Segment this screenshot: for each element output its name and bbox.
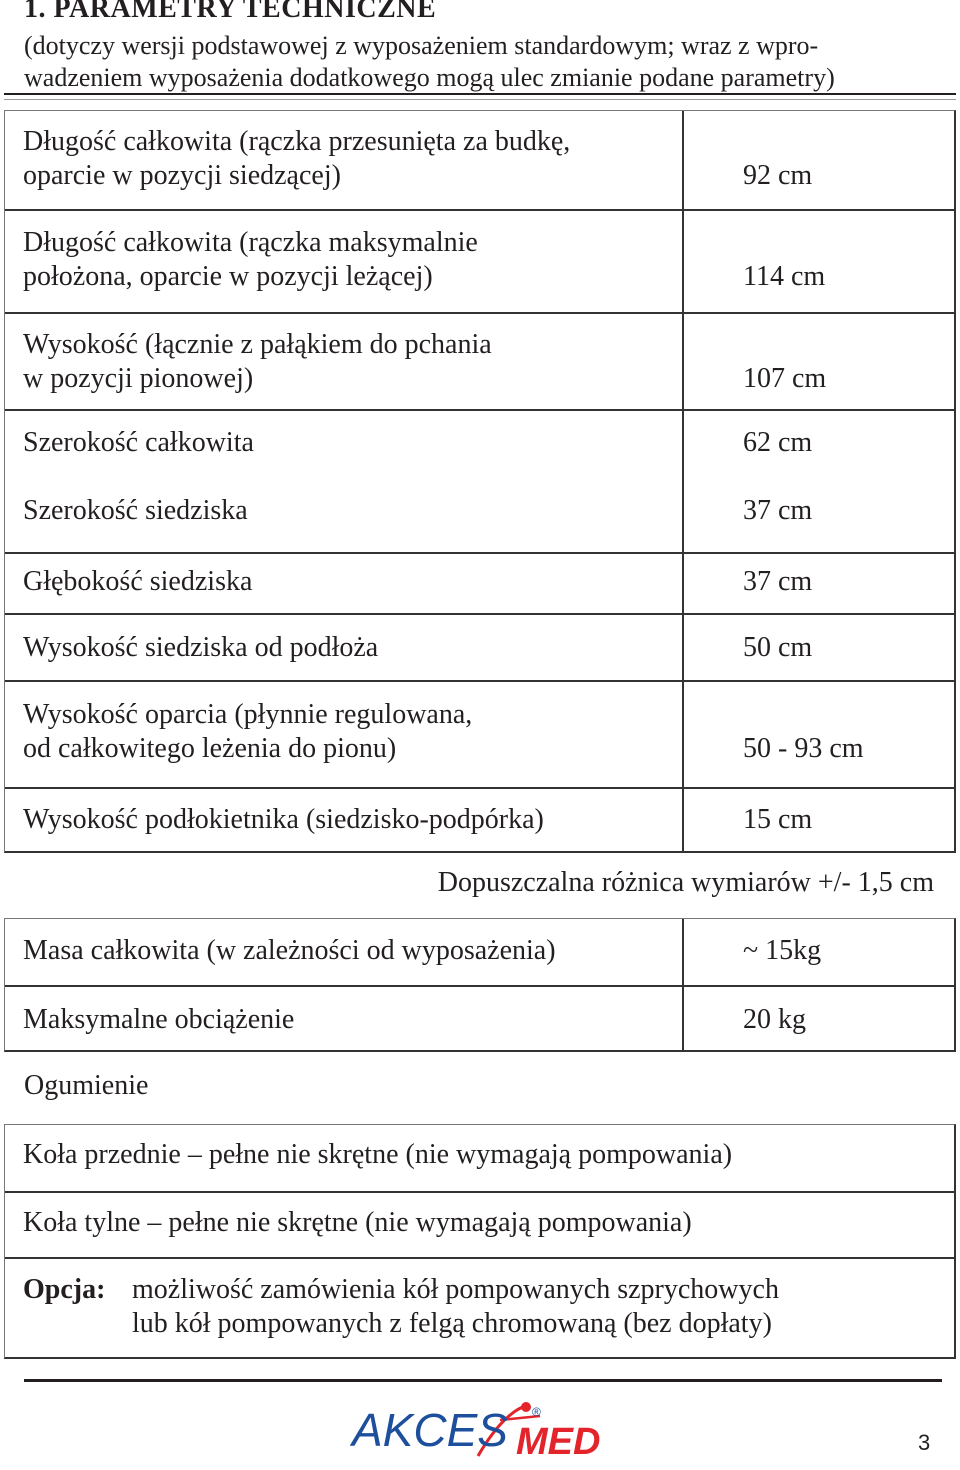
table-row <box>5 480 954 552</box>
tyres-table <box>4 1124 956 1359</box>
table-row <box>5 613 954 680</box>
row-label-line: położona, oparcie w pozycji leżącej) <box>23 261 433 292</box>
row-value: 107 cm <box>743 363 827 394</box>
row-value: ~ 15kg <box>743 935 822 966</box>
header-divider <box>4 93 956 95</box>
row-label-line: Wysokość (łącznie z pałąkiem do pchania <box>23 329 492 360</box>
row-label-line: Wysokość oparcia (płynnie regulowana, <box>23 699 473 730</box>
tyres-heading: Ogumienie <box>24 1070 149 1101</box>
page-number: 3 <box>918 1430 931 1455</box>
table-row <box>5 552 954 613</box>
logo-figure-head <box>521 1402 531 1412</box>
akcesmed-logo <box>350 1398 620 1468</box>
logo-text-left: AKCES <box>352 1404 508 1456</box>
row-value: 50 - 93 cm <box>743 733 864 764</box>
row-label-line: Wysokość podłokietnika (siedzisko-podpórka) <box>23 804 544 835</box>
table-row <box>5 787 954 852</box>
row-label-line: oparcie w pozycji siedzącej) <box>23 160 341 191</box>
row-label-line: Długość całkowita (rączka maksymalnie <box>23 227 478 258</box>
table-row <box>5 209 954 312</box>
row-value: 15 cm <box>743 804 813 835</box>
option-text-line-1: możliwość zamówienia kół pompowanych szprychowych <box>132 1274 779 1305</box>
front-wheels-text: Koła przednie – pełne nie skrętne (nie wymagają pompowania) <box>23 1139 733 1170</box>
logo-text-right: MED <box>516 1421 601 1463</box>
row-value: 62 cm <box>743 427 813 458</box>
table-row <box>5 1257 954 1358</box>
table-row <box>5 111 954 209</box>
footer-divider <box>24 1379 942 1382</box>
row-value: 37 cm <box>743 495 813 526</box>
header-divider-gray <box>4 99 956 100</box>
option-label: Opcja: <box>23 1274 106 1305</box>
row-label-line: od całkowitego leżenia do pionu) <box>23 733 397 764</box>
row-label-line: Szerokość całkowita <box>23 427 254 458</box>
rear-wheels-text: Koła tylne – pełne nie skrętne (nie wymagają pompowania) <box>23 1207 692 1238</box>
row-label-line: Szerokość siedziska <box>23 495 248 526</box>
row-label-line: Długość całkowita (rączka przesunięta za budkę, <box>23 126 571 157</box>
row-value: 50 cm <box>743 632 813 663</box>
table-row <box>5 985 954 1051</box>
subtitle-line-1: (dotyczy wersji podstawowej z wyposażeniem standardowym; wraz z wpro- <box>24 31 819 60</box>
row-value: 37 cm <box>743 566 813 597</box>
section-title: 1. PARAMETRY TECHNICZNE <box>24 0 437 24</box>
table-row <box>5 312 954 409</box>
registered-mark: ® <box>532 1405 541 1419</box>
table-row <box>5 1125 954 1191</box>
table-row <box>5 409 954 480</box>
option-text-line-2: lub kół pompowanych z felgą chromowaną (bez dopłaty) <box>132 1308 772 1339</box>
row-label-line: Maksymalne obciążenie <box>23 1004 295 1035</box>
table-row <box>5 1191 954 1257</box>
subtitle-line-2: wadzeniem wyposażenia dodatkowego mogą ulec zmianie podane parametry) <box>24 63 835 92</box>
tolerance-note: Dopuszczalna różnica wymiarów +/- 1,5 cm <box>437 867 934 898</box>
table-row <box>5 680 954 787</box>
row-value: 92 cm <box>743 160 813 191</box>
dimensions-table <box>4 110 956 853</box>
section-subtitle <box>24 30 944 94</box>
row-label-line: Masa całkowita (w zależności od wyposażenia) <box>23 935 556 966</box>
row-label-line: Głębokość siedziska <box>23 566 253 597</box>
weights-table <box>4 918 956 1052</box>
row-value: 114 cm <box>743 261 826 292</box>
row-label-line: Wysokość siedziska od podłoża <box>23 632 379 663</box>
table-row <box>5 919 954 985</box>
row-label-line: w pozycji pionowej) <box>23 363 254 394</box>
row-value: 20 kg <box>743 1004 806 1035</box>
